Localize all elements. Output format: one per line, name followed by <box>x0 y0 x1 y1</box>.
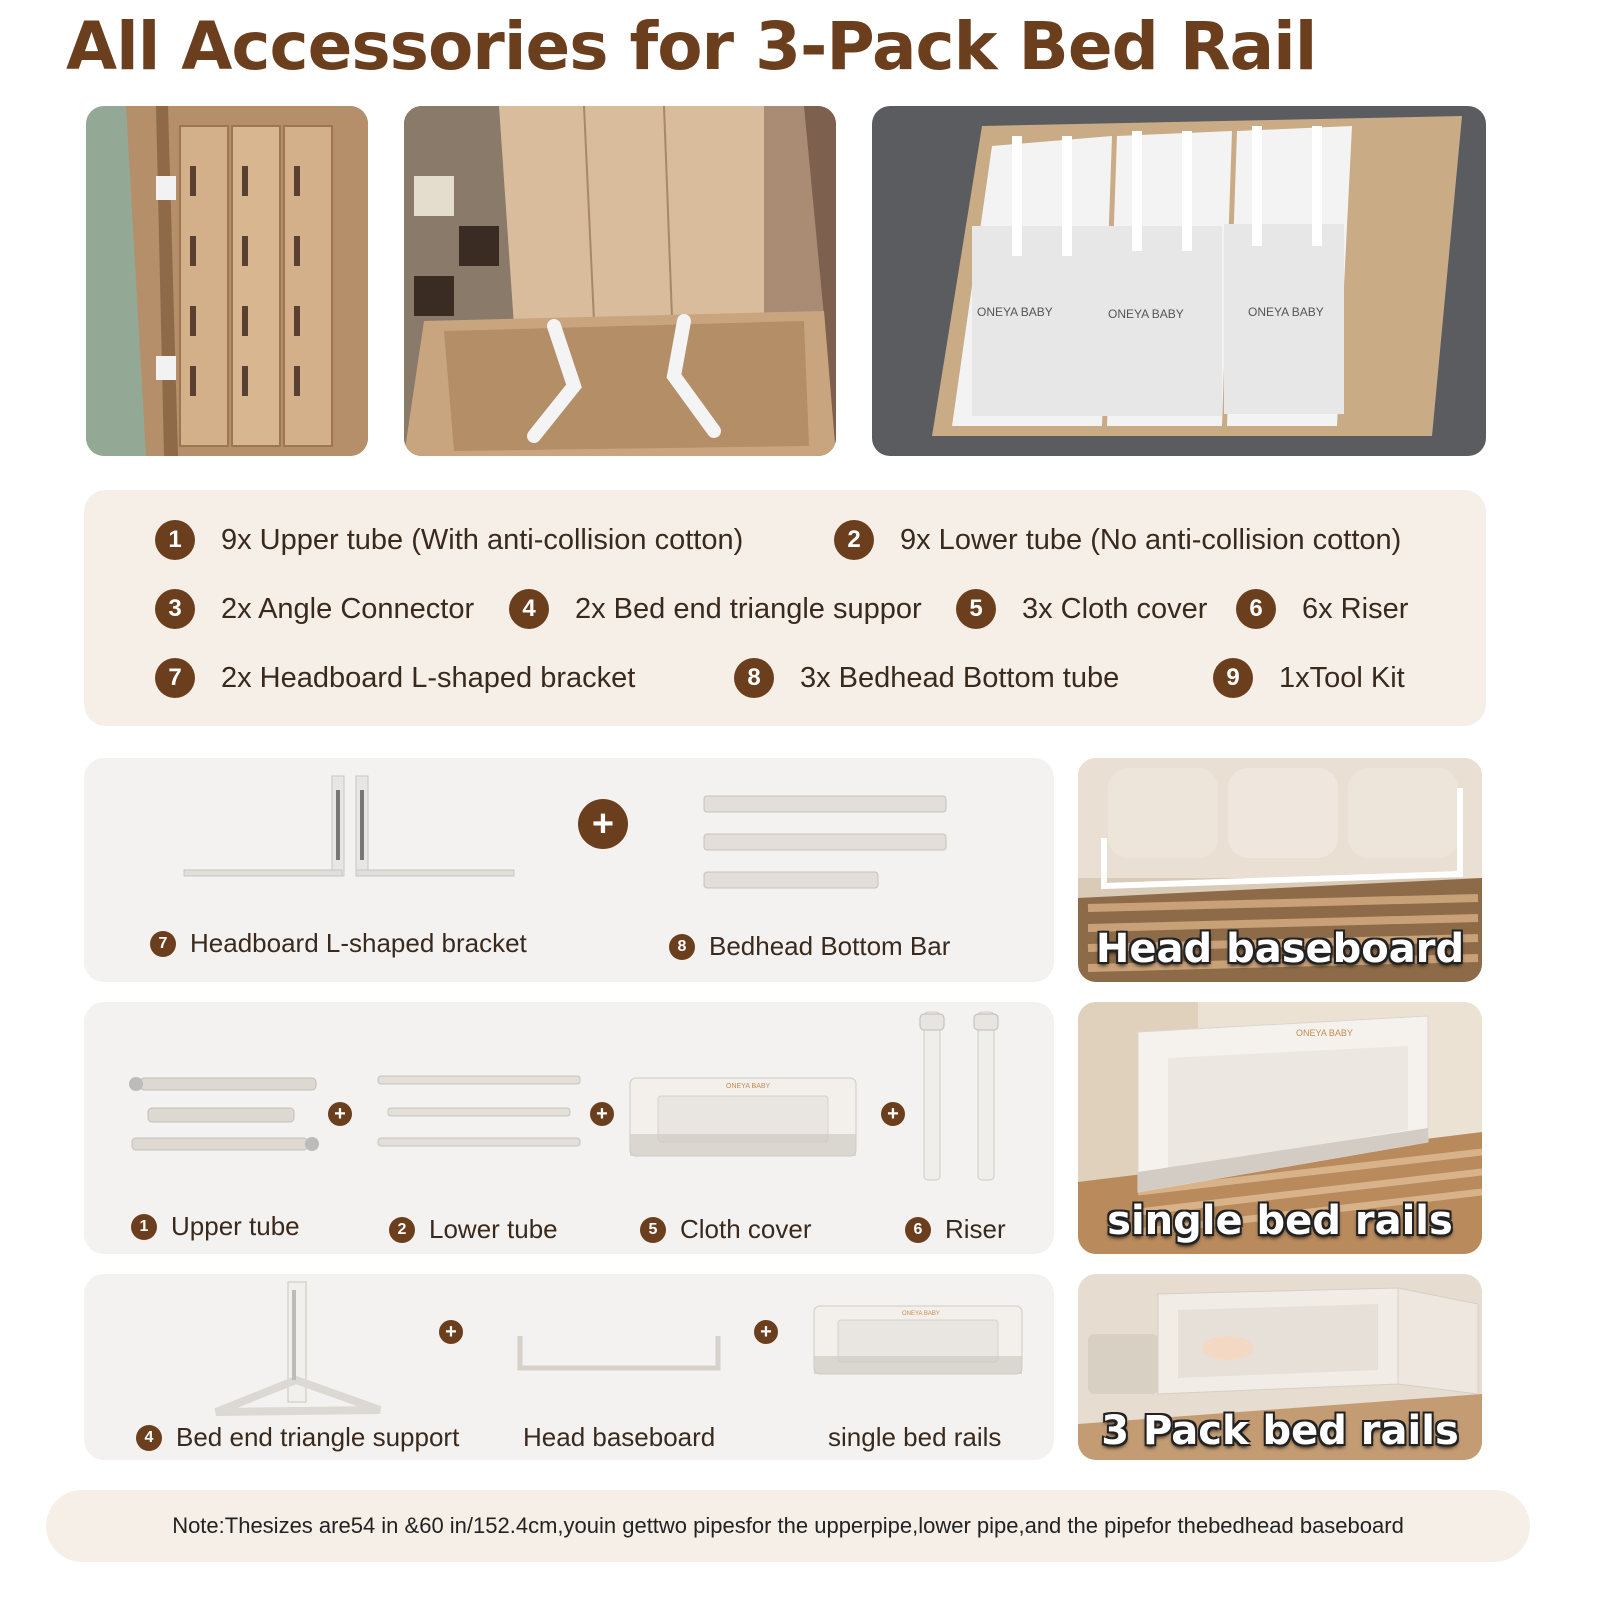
item-label: 3x Bedhead Bottom tube <box>800 661 1120 694</box>
item-number-badge: 6 <box>1236 589 1276 629</box>
list-item <box>1236 589 1408 629</box>
plus-icon: + <box>439 1320 463 1344</box>
l-bracket-illustration <box>180 770 520 882</box>
item-label: 2x Bed end triangle suppor <box>575 592 922 625</box>
list-item <box>155 658 635 698</box>
list-item <box>155 589 474 629</box>
caption-lower-tube <box>389 1214 558 1245</box>
caption-single-bed-rails <box>828 1422 1001 1453</box>
part-brand-text: ONEYA BABY <box>902 1311 940 1317</box>
item-label: 3x Cloth cover <box>1022 592 1208 625</box>
list-item <box>509 589 922 629</box>
unboxed-illustration <box>872 106 1486 456</box>
caption-label: single bed rails <box>828 1422 1002 1452</box>
item-label: 9x Upper tube (With anti-collision cotton) <box>221 523 744 556</box>
plus-icon: + <box>881 1102 905 1126</box>
caption-number-badge: 8 <box>669 934 695 960</box>
item-number-badge: 9 <box>1213 658 1253 698</box>
item-number-badge: 5 <box>956 589 996 629</box>
photo-single-bed-rail <box>1078 1002 1482 1254</box>
caption-bedhead-bottom-bar <box>669 931 950 962</box>
single-rail-part-illustration <box>812 1304 1024 1376</box>
caption-head-baseboard <box>523 1422 715 1453</box>
plus-icon: + <box>578 799 628 849</box>
photo-open-box <box>404 106 836 456</box>
overlay-label: Head baseboard <box>1095 926 1465 972</box>
item-label: 6x Riser <box>1302 592 1409 625</box>
item-number-badge: 2 <box>834 520 874 560</box>
caption-label: Lower tube <box>429 1214 558 1244</box>
upper-tube-illustration <box>126 1072 322 1156</box>
item-label: 2x Headboard L-shaped bracket <box>221 661 636 694</box>
list-item <box>734 658 1119 698</box>
item-label: 2x Angle Connector <box>221 592 475 625</box>
rail-brand-text: ONEYA BABY <box>1296 1028 1353 1038</box>
item-label: 9x Lower tube (No anti-collision cotton) <box>900 523 1402 556</box>
caption-number-badge: 5 <box>640 1217 666 1243</box>
bottom-bar-illustration <box>700 792 950 892</box>
caption-cloth-cover <box>640 1214 812 1245</box>
page-title: All Accessories for 3-Pack Bed Rail <box>66 8 1317 85</box>
caption-headboard-bracket <box>150 928 527 959</box>
plus-icon: + <box>754 1320 778 1344</box>
item-number-badge: 1 <box>155 520 195 560</box>
box-brand-text: ONEYA BABY <box>977 305 1053 319</box>
caption-number-badge: 2 <box>389 1217 415 1243</box>
photo-head-baseboard <box>1078 758 1482 982</box>
caption-upper-tube <box>131 1211 300 1242</box>
plus-icon: + <box>328 1102 352 1126</box>
caption-label: Bedhead Bottom Bar <box>709 931 951 961</box>
list-item <box>834 520 1401 560</box>
item-number-badge: 3 <box>155 589 195 629</box>
item-number-badge: 8 <box>734 658 774 698</box>
caption-label: Headboard L-shaped bracket <box>190 928 527 958</box>
note-banner <box>46 1490 1530 1562</box>
boxes-illustration <box>86 106 368 456</box>
list-item <box>155 520 743 560</box>
triangle-support-illustration <box>210 1280 386 1420</box>
caption-number-badge: 7 <box>150 931 176 957</box>
item-label: 1xTool Kit <box>1279 661 1405 694</box>
open-box-illustration <box>404 106 836 456</box>
photo-unboxed <box>872 106 1486 456</box>
caption-label: Upper tube <box>171 1211 300 1241</box>
head-baseboard-part-illustration <box>514 1332 724 1374</box>
caption-number-badge: 4 <box>136 1425 162 1451</box>
item-number-badge: 4 <box>509 589 549 629</box>
item-number-badge: 7 <box>155 658 195 698</box>
list-item <box>1213 658 1405 698</box>
plus-icon: + <box>590 1102 614 1126</box>
photo-boxes <box>86 106 368 456</box>
box-brand-text-2: ONEYA BABY <box>1108 307 1184 321</box>
list-item <box>956 589 1207 629</box>
caption-riser <box>905 1214 1006 1245</box>
lower-tube-illustration <box>374 1072 584 1152</box>
note-text: Note:Thesizes are54 in &60 in/152.4cm,youin gettwo pipesfor the upperpipe,lower pipe,and the pipefor thebedhead baseboard <box>172 1513 1404 1538</box>
cover-brand-text: ONEYA BABY <box>726 1083 771 1090</box>
caption-number-badge: 6 <box>905 1217 931 1243</box>
overlay-label: single bed rails <box>1107 1198 1453 1244</box>
box-brand-text-3: ONEYA BABY <box>1248 305 1324 319</box>
overlay-label: 3 Pack bed rails <box>1101 1408 1459 1454</box>
caption-number-badge: 1 <box>131 1214 157 1240</box>
caption-triangle-support <box>136 1422 459 1453</box>
caption-label: Cloth cover <box>680 1214 812 1244</box>
caption-label: Bed end triangle support <box>176 1422 460 1452</box>
caption-label: Riser <box>945 1214 1006 1244</box>
caption-label: Head baseboard <box>523 1422 716 1452</box>
cloth-cover-illustration <box>628 1074 858 1160</box>
photo-3-pack-bed-rails <box>1078 1274 1482 1460</box>
riser-illustration <box>918 1008 1002 1184</box>
